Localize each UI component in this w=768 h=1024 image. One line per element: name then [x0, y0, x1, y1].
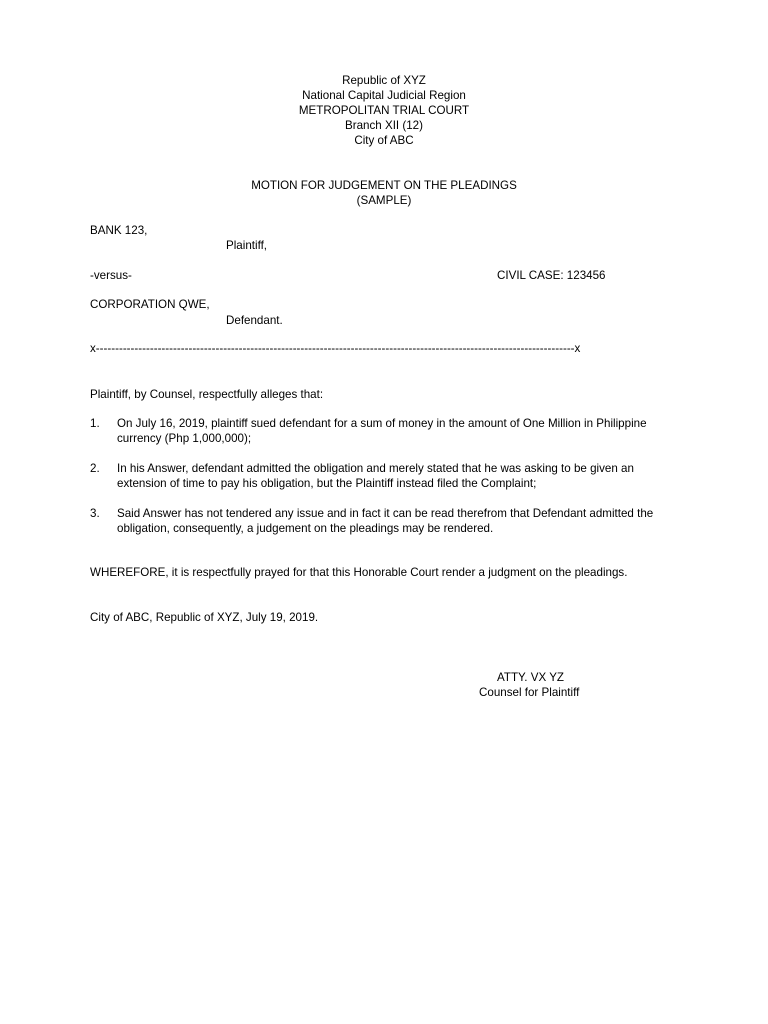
allegation-number: 2.: [90, 462, 100, 475]
place-date-line: City of ABC, Republic of XYZ, July 19, 2019.: [90, 611, 319, 624]
wherefore-paragraph: WHEREFORE, it is respectfully prayed for that this Honorable Court render a judgment on the pleadings.: [90, 566, 628, 579]
title-sub: (SAMPLE): [356, 194, 412, 207]
plaintiff-label: Plaintiff,: [226, 239, 268, 252]
allegation-number: 1.: [90, 417, 100, 430]
allegation-text: In his Answer, defendant admitted the obligation and merely stated that he was asking to be given an extension of time to pay his obligation, but the Plaintiff instead filed the Complaint;: [117, 462, 634, 490]
header-branch: Branch XII (12): [345, 119, 423, 132]
intro-paragraph: Plaintiff, by Counsel, respectfully alleges that:: [90, 388, 324, 401]
allegation-text: Said Answer has not tendered any issue and in fact it can be read therefrom that Defendant admitted the obligation, consequently, a judgement on the pleadings may be rendered.: [117, 507, 654, 535]
defendant-name: CORPORATION QWE,: [90, 298, 210, 311]
header-city: City of ABC: [354, 134, 414, 147]
civil-case-number: CIVIL CASE: 123456: [497, 269, 606, 282]
allegation-text: On July 16, 2019, plaintiff sued defendant for a sum of money in the amount of One Million in Philippine currency (Php 1,000,000);: [117, 417, 647, 445]
signatory-name: ATTY. VX YZ: [497, 671, 565, 684]
signatory-role: Counsel for Plaintiff: [479, 686, 580, 699]
header-region: National Capital Judicial Region: [302, 89, 466, 102]
header-court: METROPOLITAN TRIAL COURT: [298, 104, 470, 117]
caption-separator: x----------------------------------------------------------------------------------------------------------------------------x: [90, 342, 581, 355]
defendant-label: Defendant.: [226, 314, 283, 327]
court-header: [0, 73, 768, 148]
versus-label: -versus-: [90, 269, 132, 282]
title-main: MOTION FOR JUDGEMENT ON THE PLEADINGS: [251, 179, 517, 192]
header-republic: Republic of XYZ: [342, 74, 426, 87]
allegation-number: 3.: [90, 507, 100, 520]
document-title: [0, 178, 768, 208]
plaintiff-name: BANK 123,: [90, 224, 148, 237]
